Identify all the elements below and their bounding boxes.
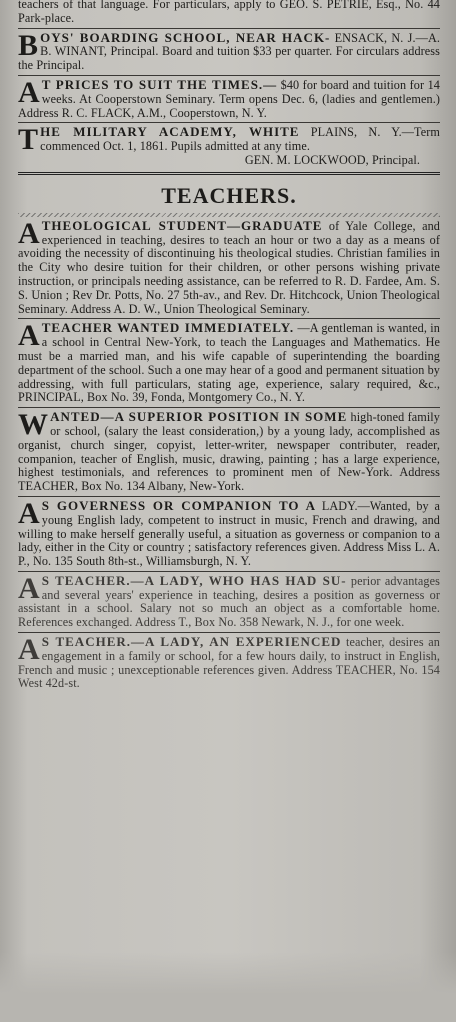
divider (18, 496, 440, 497)
ad-text: —A gentleman is wanted, in a school in Central New-York, to teach the Languages and Mathematics. He must be a married man, and his wife capable of superintending the boarding department of the school. Such a one may hear of a good and permanent situation by addressing, with full particulars, stating age, experience, salary required, &c., PRINCIPAL, Box No. 39, Fonda, Montgomery Co., N. Y. (18, 321, 440, 405)
ad-headline: S TEACHER.—A LADY, AN EXPERIENCED (41, 634, 342, 650)
drop-cap: A (18, 571, 40, 605)
section-title: TEACHERS. (161, 182, 297, 208)
divider (18, 75, 440, 76)
ad-top-0 (18, 0, 440, 26)
ad-teacher-lady-superior (18, 571, 440, 630)
ad-headline: ANTED—A SUPERIOR POSITION IN SOME (50, 409, 348, 425)
divider (18, 632, 440, 633)
ad-prices-to-suit (18, 75, 440, 120)
divider (18, 407, 440, 408)
section-divider (18, 172, 440, 175)
ad-headline: S GOVERNESS OR COMPANION TO A (41, 497, 317, 513)
ad-wanted-superior-position (18, 410, 440, 494)
ad-teacher-wanted (18, 321, 440, 405)
ad-text: LADY.—Wanted, by a young English lady, competent to instruct in music, French and drawing, and willing to make herself generally useful, a situation as governess or companion to a lady, either in the City or country ; satisfactory references given. Address Miss L. A. P., No. 135 South 8th-st., Williamsburgh, N. Y. (18, 498, 440, 569)
ad-headline: S TEACHER.—A LADY, WHO HAS HAD SU- (41, 572, 347, 588)
ad-headline: T PRICES TO SUIT THE TIMES.— (41, 76, 278, 92)
ad-text: PLAINS, N. Y.—Term commenced Oct. 1, 1861. Pupils admitted at any time. (40, 125, 440, 154)
ad-headline: HE MILITARY ACADEMY, WHITE (40, 124, 300, 140)
drop-cap: A (18, 75, 40, 109)
divider (18, 28, 440, 29)
ad-text: perior advantages and several years' experience in teaching, desires a position as governess or assistant in a school. Salary not so much an object as a comfortable home. References exchanged. Address T., Box No. 358 Newark, N. J., for one week. (18, 573, 440, 630)
wavy-divider (18, 213, 440, 217)
drop-cap: T (18, 123, 39, 157)
ad-text: ENSACK, N. J.—A. B. WINANT, Principal. Board and tuition $33 per quarter. For circulars address the Principal. (18, 30, 440, 73)
ad-governess-companion (18, 496, 440, 569)
ad-text: $40 for board and tuition for 14 weeks. At Cooperstown Seminary. Term opens Dec. 6, (ladies and gentlemen.) Address R. C. FLACK, A.M., Cooperstown, N. Y. (18, 77, 440, 120)
ad-teacher-lady-experienced (18, 635, 440, 691)
ad-boys-boarding-school (18, 28, 440, 73)
blurred-page-bottom (0, 952, 456, 1022)
drop-cap: A (18, 633, 40, 667)
ad-text: of Yale College, and experienced in teaching, desires to teach an hour or two a day as a means of avoiding the necessity of discontinuing his theological studies. Christian families in the City who desire tuition for their children, or other persons wishing private instruction, or principals needing assistance, can be referred to R. D. Fardee, Am. S. S. Union ; Rev Dr. Potts, No. 27 5th-av., and Rev. Dr. Hitchcock, Union Theological Seminary. Address A. D. W., Union Theological Seminary. (18, 218, 440, 316)
ad-text: teacher, desires an engagement in a family or school, for a few hours daily, to instruct in English, French and music ; unexceptionable references given. Address TEACHER, No. 154 West 42d-st. (18, 635, 440, 691)
ad-military-academy (18, 125, 440, 167)
drop-cap: W (18, 408, 49, 442)
drop-cap: A (18, 496, 40, 530)
drop-cap: A (18, 319, 40, 353)
divider (18, 571, 440, 572)
drop-cap: B (18, 28, 39, 62)
ad-headline: TEACHER WANTED IMMEDIATELY. (41, 320, 295, 336)
drop-cap: A (18, 216, 40, 250)
ad-theological-student (18, 216, 440, 317)
ad-text: teachers of that language. For particulars, apply to GEO. S. PETRIE, Esq., No. 44 Park-place. (18, 0, 440, 25)
ad-headline: OYS' BOARDING SCHOOL, NEAR HACK- (40, 29, 331, 45)
ad-headline: THEOLOGICAL STUDENT—GRADUATE (41, 217, 323, 233)
ad-text: high-toned family or school, (salary the least consideration,) by a young lady, accomplished as organist, church singer, copyist, letter-writer, newspaper contributer, reader, companion, teacher of English, music, drawing, painting ; has a large experience, highest testimonials, and references to prominent men of New-York. Address TEACHER, Box No. 134 Albany, New-York. (18, 410, 440, 494)
ad-signature: GEN. M. LOCKWOOD, Principal. (244, 152, 420, 167)
